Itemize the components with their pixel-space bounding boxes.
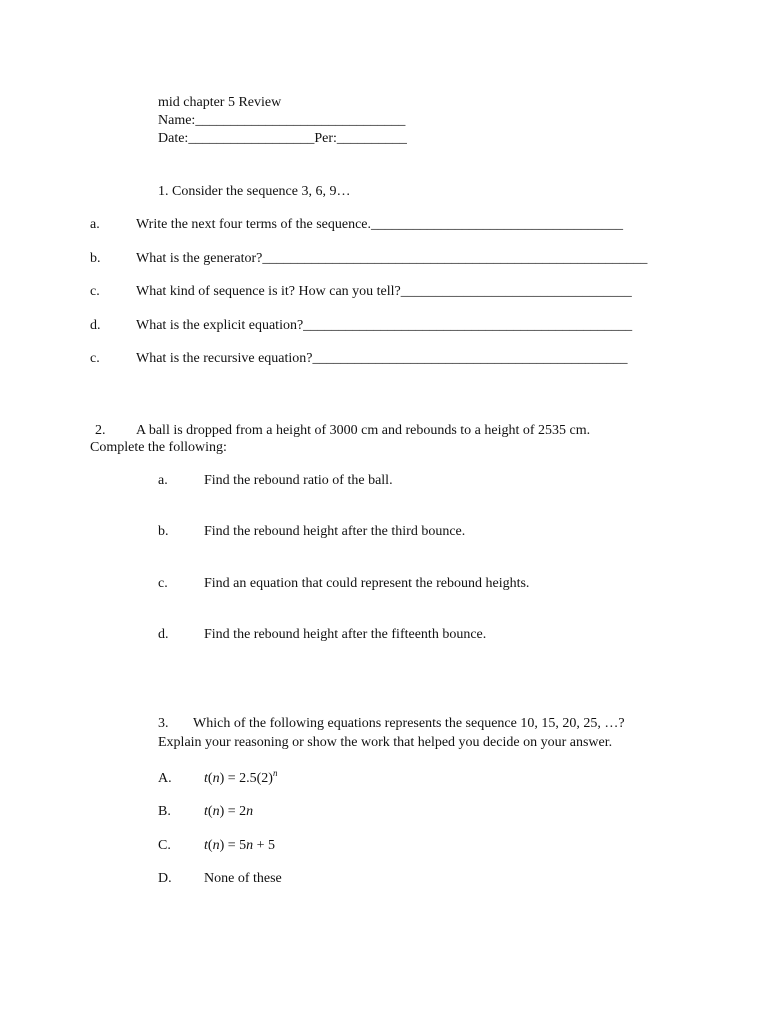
q3-number: 3. xyxy=(158,716,169,731)
q1-stem: 1. Consider the sequence 3, 6, 9… xyxy=(158,184,351,199)
q1-item-text: What is the generator?_______________________________________________________ xyxy=(136,251,648,266)
q1-item-label: a. xyxy=(90,217,100,232)
q1-item-text: What is the recursive equation?_____________________________________________ xyxy=(136,351,628,366)
q1-item-label: c. xyxy=(90,284,100,299)
q2-item-text: Find the rebound height after the fifteenth bounce. xyxy=(204,627,487,642)
q3-choice-label: A. xyxy=(158,771,172,786)
name-line: Name:______________________________ xyxy=(158,113,406,128)
q3-choice-label: B. xyxy=(158,804,171,819)
q3-stem-line1: Which of the following equations represents the sequence 10, 15, 20, 25, …? xyxy=(193,716,625,731)
q1-item-text: Write the next four terms of the sequence.____________________________________ xyxy=(136,217,624,232)
worksheet-title: mid chapter 5 Review xyxy=(158,95,282,110)
q2-item-label: a. xyxy=(158,473,168,488)
q3-stem-line2: Explain your reasoning or show the work that helped you decide on your answer. xyxy=(158,735,613,750)
q2-item-text: Find the rebound height after the third bounce. xyxy=(204,524,466,539)
q2-item-label: c. xyxy=(158,576,168,591)
q2-item-text: Find an equation that could represent the rebound heights. xyxy=(204,576,530,591)
q2-item-text: Find the rebound ratio of the ball. xyxy=(204,473,393,488)
q2-stem-line1: A ball is dropped from a height of 3000 cm and rebounds to a height of 2535 cm. xyxy=(136,423,591,438)
q3-choice-d: None of these xyxy=(204,871,282,886)
q2-item-label: b. xyxy=(158,524,169,539)
q2-item-label: d. xyxy=(158,627,169,642)
q3-choice-b: t(n) = 2n xyxy=(204,804,254,819)
q2-number: 2. xyxy=(95,423,106,438)
q3-choice-c: t(n) = 5n + 5 xyxy=(204,838,276,853)
q1-item-text: What is the explicit equation?_______________________________________________ xyxy=(136,318,633,333)
q3-choice-label: C. xyxy=(158,838,171,853)
date-period-line: Date:__________________Per:__________ xyxy=(158,131,407,146)
q1-item-label: d. xyxy=(90,318,101,333)
q3-choice-a: $t(n) = 2.5(2)^n$ xyxy=(204,768,278,786)
q3-choice-label: D. xyxy=(158,871,172,886)
q1-item-text: What kind of sequence is it? How can you tell?_________________________________ xyxy=(136,284,632,299)
q1-item-label: c. xyxy=(90,351,100,366)
q1-item-label: b. xyxy=(90,251,101,266)
q2-stem-line2: Complete the following: xyxy=(90,440,227,455)
